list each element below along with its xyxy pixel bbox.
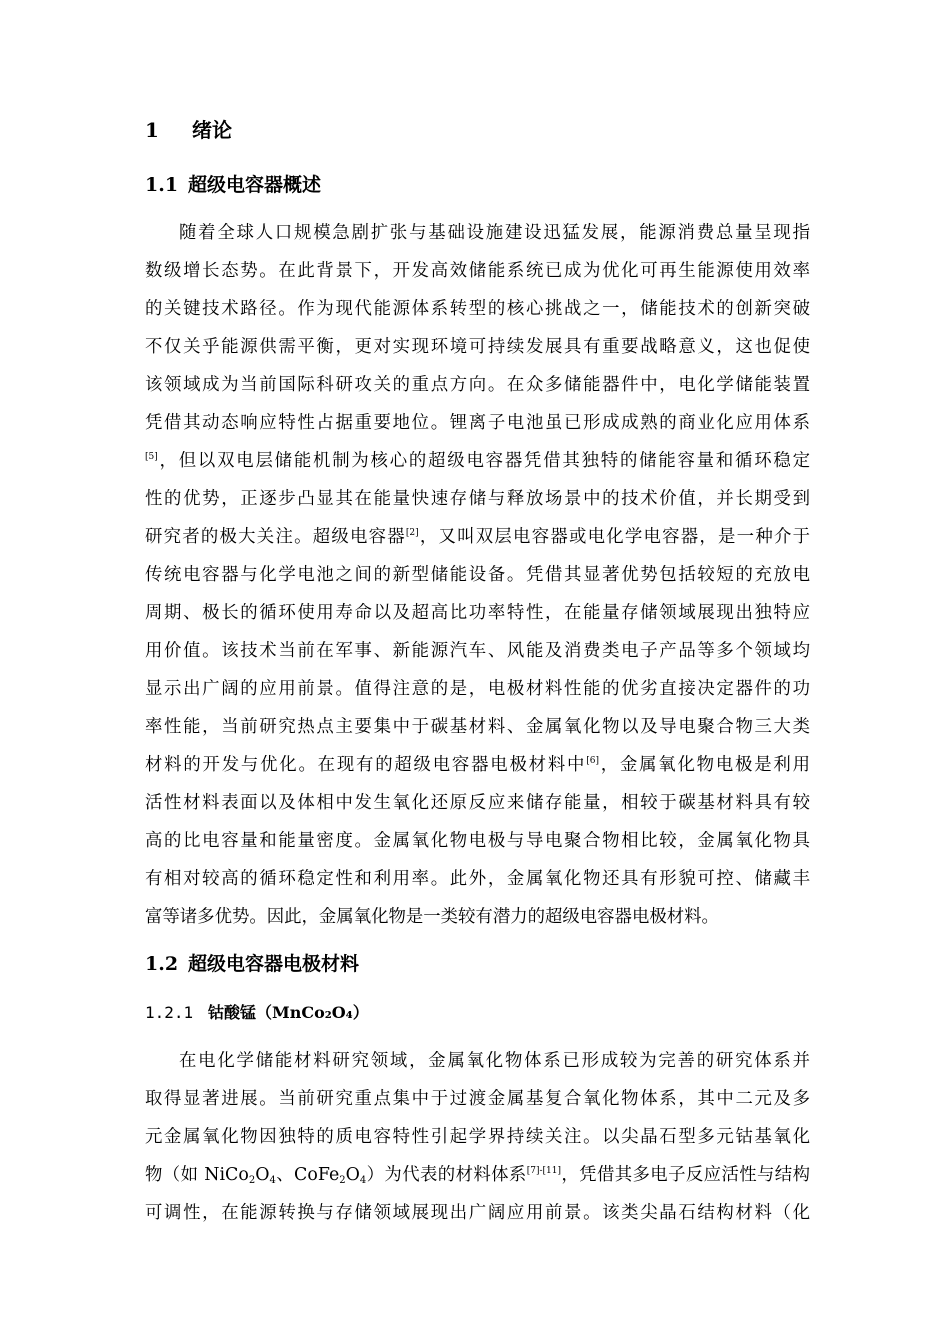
section-number: 1.1 xyxy=(145,174,179,196)
citation-ref: [2] xyxy=(405,528,419,538)
text-line: 材料的开发与优化。在现有的超级电容器电极材料中[6]，金属氧化物电极是利用 xyxy=(145,755,810,775)
text-line: 研究者的极大关注。超级电容器[2]，又叫双层电容器或电化学电容器，是一种介于 xyxy=(145,527,810,547)
section-heading-1-2 xyxy=(145,950,359,978)
text-line: 用价值。该技术当前在军事、新能源汽车、风能及消费类电子产品等多个领域均 xyxy=(145,641,810,661)
section-heading-1-1 xyxy=(145,171,321,199)
citation-ref: [7]-[11] xyxy=(526,1166,561,1176)
text-line: 的关键技术路径。作为现代能源体系转型的核心挑战之一，储能技术的创新突破 xyxy=(145,299,810,319)
text-line: 在电化学储能材料研究领域，金属氧化物体系已形成较为完善的研究体系并 xyxy=(179,1051,810,1071)
text-line: 有相对较高的循环稳定性和利用率。此外，金属氧化物还具有形貌可控、储藏丰 xyxy=(145,869,810,889)
subsection-title: 钴酸锰（MnCo₂O₄） xyxy=(208,1003,369,1022)
citation-ref: [6] xyxy=(586,756,599,766)
subsection-heading-1-2-1 xyxy=(145,1001,369,1025)
paragraph-mnco2o4 xyxy=(145,1042,810,1232)
chemical-formula: $NiCo_2O_4$ xyxy=(204,1165,276,1186)
text-line: 率性能，当前研究热点主要集中于碳基材料、金属氧化物以及导电聚合物三大类 xyxy=(145,717,810,737)
text-line: 凭借其动态响应特性占据重要地位。锂离子电池虽已形成成熟的商业化应用体系 xyxy=(145,413,810,433)
paragraph-overview xyxy=(145,214,810,936)
text-line: 物（如 $NiCo_2O_4$、$CoFe_2O_4$）为代表的材料体系[7]-[11]，凭借其多电子反应活性与结构 xyxy=(145,1165,810,1186)
text-line: 元金属氧化物因独特的质电容特性引起学界持续关注。以尖晶石型多元钴基氧化 xyxy=(145,1127,810,1147)
text-line: 取得显著进展。当前研究重点集中于过渡金属基复合氧化物体系，其中二元及多 xyxy=(145,1089,810,1109)
text-line: 不仅关乎能源供需平衡，更对实现环境可持续发展具有重要战略意义，这也促使 xyxy=(145,337,810,357)
section-number: 1.2 xyxy=(145,953,179,975)
text-line: 可调性，在能源转换与存储领域展现出广阔应用前景。该类尖晶石结构材料（化 xyxy=(145,1203,810,1223)
section-title: 超级电容器电极材料 xyxy=(188,953,360,975)
text-line: 高的比电容量和能量密度。金属氧化物电极与导电聚合物相比较，金属氧化物具 xyxy=(145,831,810,851)
text-line: 活性材料表面以及体相中发生氧化还原反应来储存能量，相较于碳基材料具有较 xyxy=(145,793,810,813)
text-line: 随着全球人口规模急剧扩张与基础设施建设迅猛发展，能源消费总量呈现指 xyxy=(179,223,810,243)
chapter-title: 绪论 xyxy=(192,118,232,142)
subsection-number: 1.2.1 xyxy=(145,1003,194,1022)
text-line: 显示出广阔的应用前景。值得注意的是，电极材料性能的优劣直接决定器件的功 xyxy=(145,679,810,699)
text-line: 数级增长态势。在此背景下，开发高效储能系统已成为优化可再生能源使用效率 xyxy=(145,261,810,281)
text-line: 周期、极长的循环使用寿命以及超高比功率特性，在能量存储领域展现出独特应 xyxy=(145,603,810,623)
chapter-number: 1 xyxy=(145,118,159,142)
chapter-heading xyxy=(145,116,232,144)
text-line: 性的优势，正逐步凸显其在能量快速存储与释放场景中的技术价值，并长期受到 xyxy=(145,489,810,509)
chemical-formula: $CoFe_2O_4$ xyxy=(294,1165,367,1186)
section-title: 超级电容器概述 xyxy=(188,174,322,196)
text-line: 传统电容器与化学电池之间的新型储能设备。凭借其显著优势包括较短的充放电 xyxy=(145,565,810,585)
text-line: 富等诸多优势。因此，金属氧化物是一类较有潜力的超级电容器电极材料。 xyxy=(145,907,719,927)
citation-ref: [5] xyxy=(145,452,158,462)
text-line: [5]，但以双电层储能机制为核心的超级电容器凭借其独特的储能容量和循环稳定 xyxy=(145,451,810,471)
text-line: 该领域成为当前国际科研攻关的重点方向。在众多储能器件中，电化学储能装置 xyxy=(145,375,810,395)
